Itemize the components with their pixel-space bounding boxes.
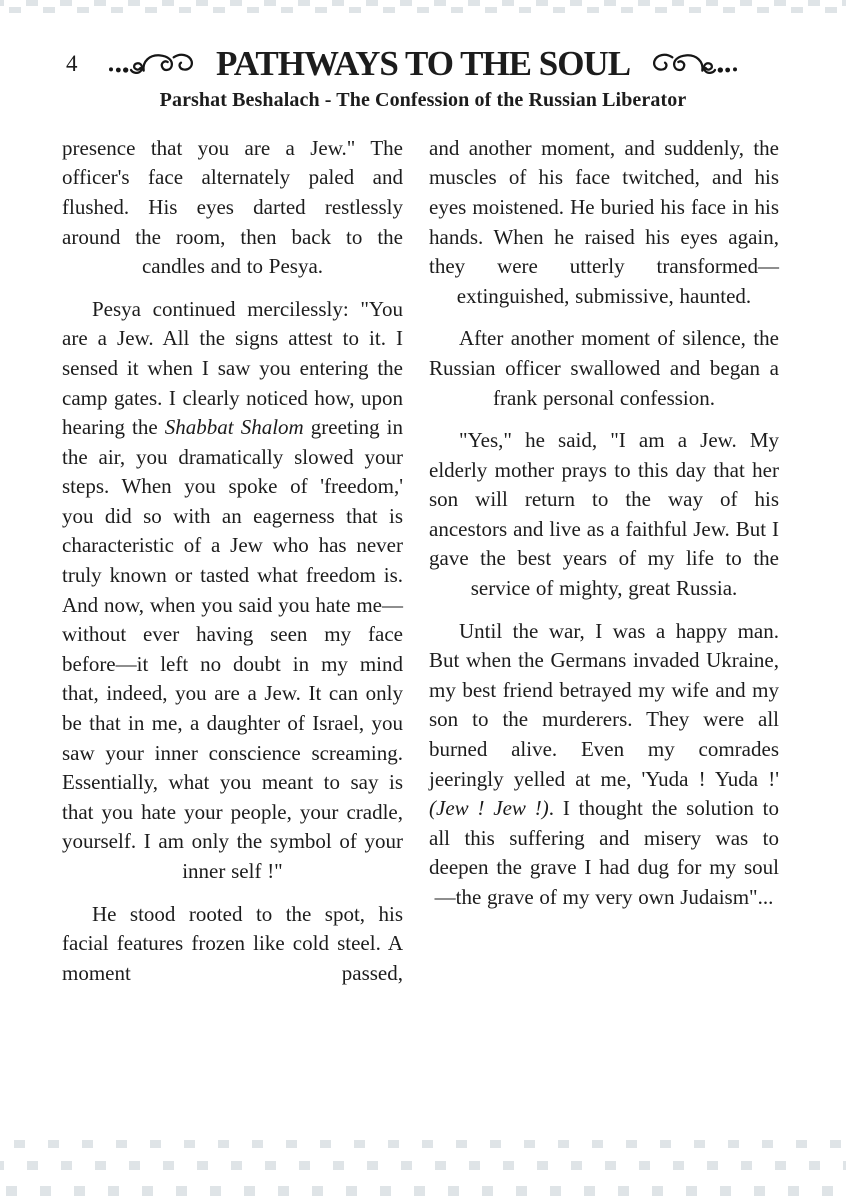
page-subtitle: Parshat Beshalach - The Confession of the Russian Liberator [159,88,687,111]
paragraph: After another moment of silence, the Russian officer swallowed and began a frank personal confession. [429,326,779,410]
paragraph: Until the war, I was a happy man. But when the Germans invaded Ukraine, my best friend betrayed my wife and my son to the murderers. They were all burned alive. Even my comrades jeeringly yelled at me, 'Yuda ! Yuda !' (Jew ! Jew !). I thought the solution to all this suffering and misery was to deepen the grave I had dug for my soul—the grave of my very own Judaism"... [429,618,779,909]
paragraph: He stood rooted to the spot, his facial features frozen like cold steel. A moment passed, [62,901,403,985]
paragraph: presence that you are a Jew." The officer's face alternately paled and flushed. His eyes darted restlessly around the room, then back to the candles and to Pesya. [62,135,403,279]
bottom-border-pattern [0,1140,846,1200]
text-column-left [62,134,403,1002]
paragraph: "Yes," he said, "I am a Jew. My elderly mother prays to this day that her son will return to the way of his ancestors and live as a faithful Jew. But I gave the best years of my life to the service of mighty, great Russia. [429,428,779,601]
paragraph: Pesya continued mercilessly: "You are a Jew. All the signs attest to it. I sensed it when I saw you entering the camp gates. I clearly noticed how, upon hearing the Shabbat Shalom greeting in the air, you dramatically slowed your steps. When you spoke of 'freedom,' you did so with an eagerness that is characteristic of a Jew who has never truly known or tasted what freedom is. And now, when you said you hate me—without ever having seen my face before—it left no doubt in my mind that, indeed, you are a Jew. It can only be that in me, a daughter of Israel, you saw your inner conscience screaming. Essentially, what you meant to say is that you hate your people, your cradle, yourself. I am only the symbol of your inner self !" [62,296,403,883]
page-header [0,0,846,112]
text-column-right [429,134,779,1002]
flourish-right-icon [639,48,739,80]
page-title: PATHWAYS TO THE SOUL [215,44,631,83]
two-column-text [0,112,846,1002]
flourish-left-icon [107,48,207,80]
title-row [0,46,846,83]
page-number: 4 [66,51,78,76]
paragraph: and another moment, and suddenly, the muscles of his face twitched, and his eyes moistened. He buried his face in his hands. When he raised his eyes again, they were utterly transformed—extinguished, submissive, haunted. [429,135,779,308]
